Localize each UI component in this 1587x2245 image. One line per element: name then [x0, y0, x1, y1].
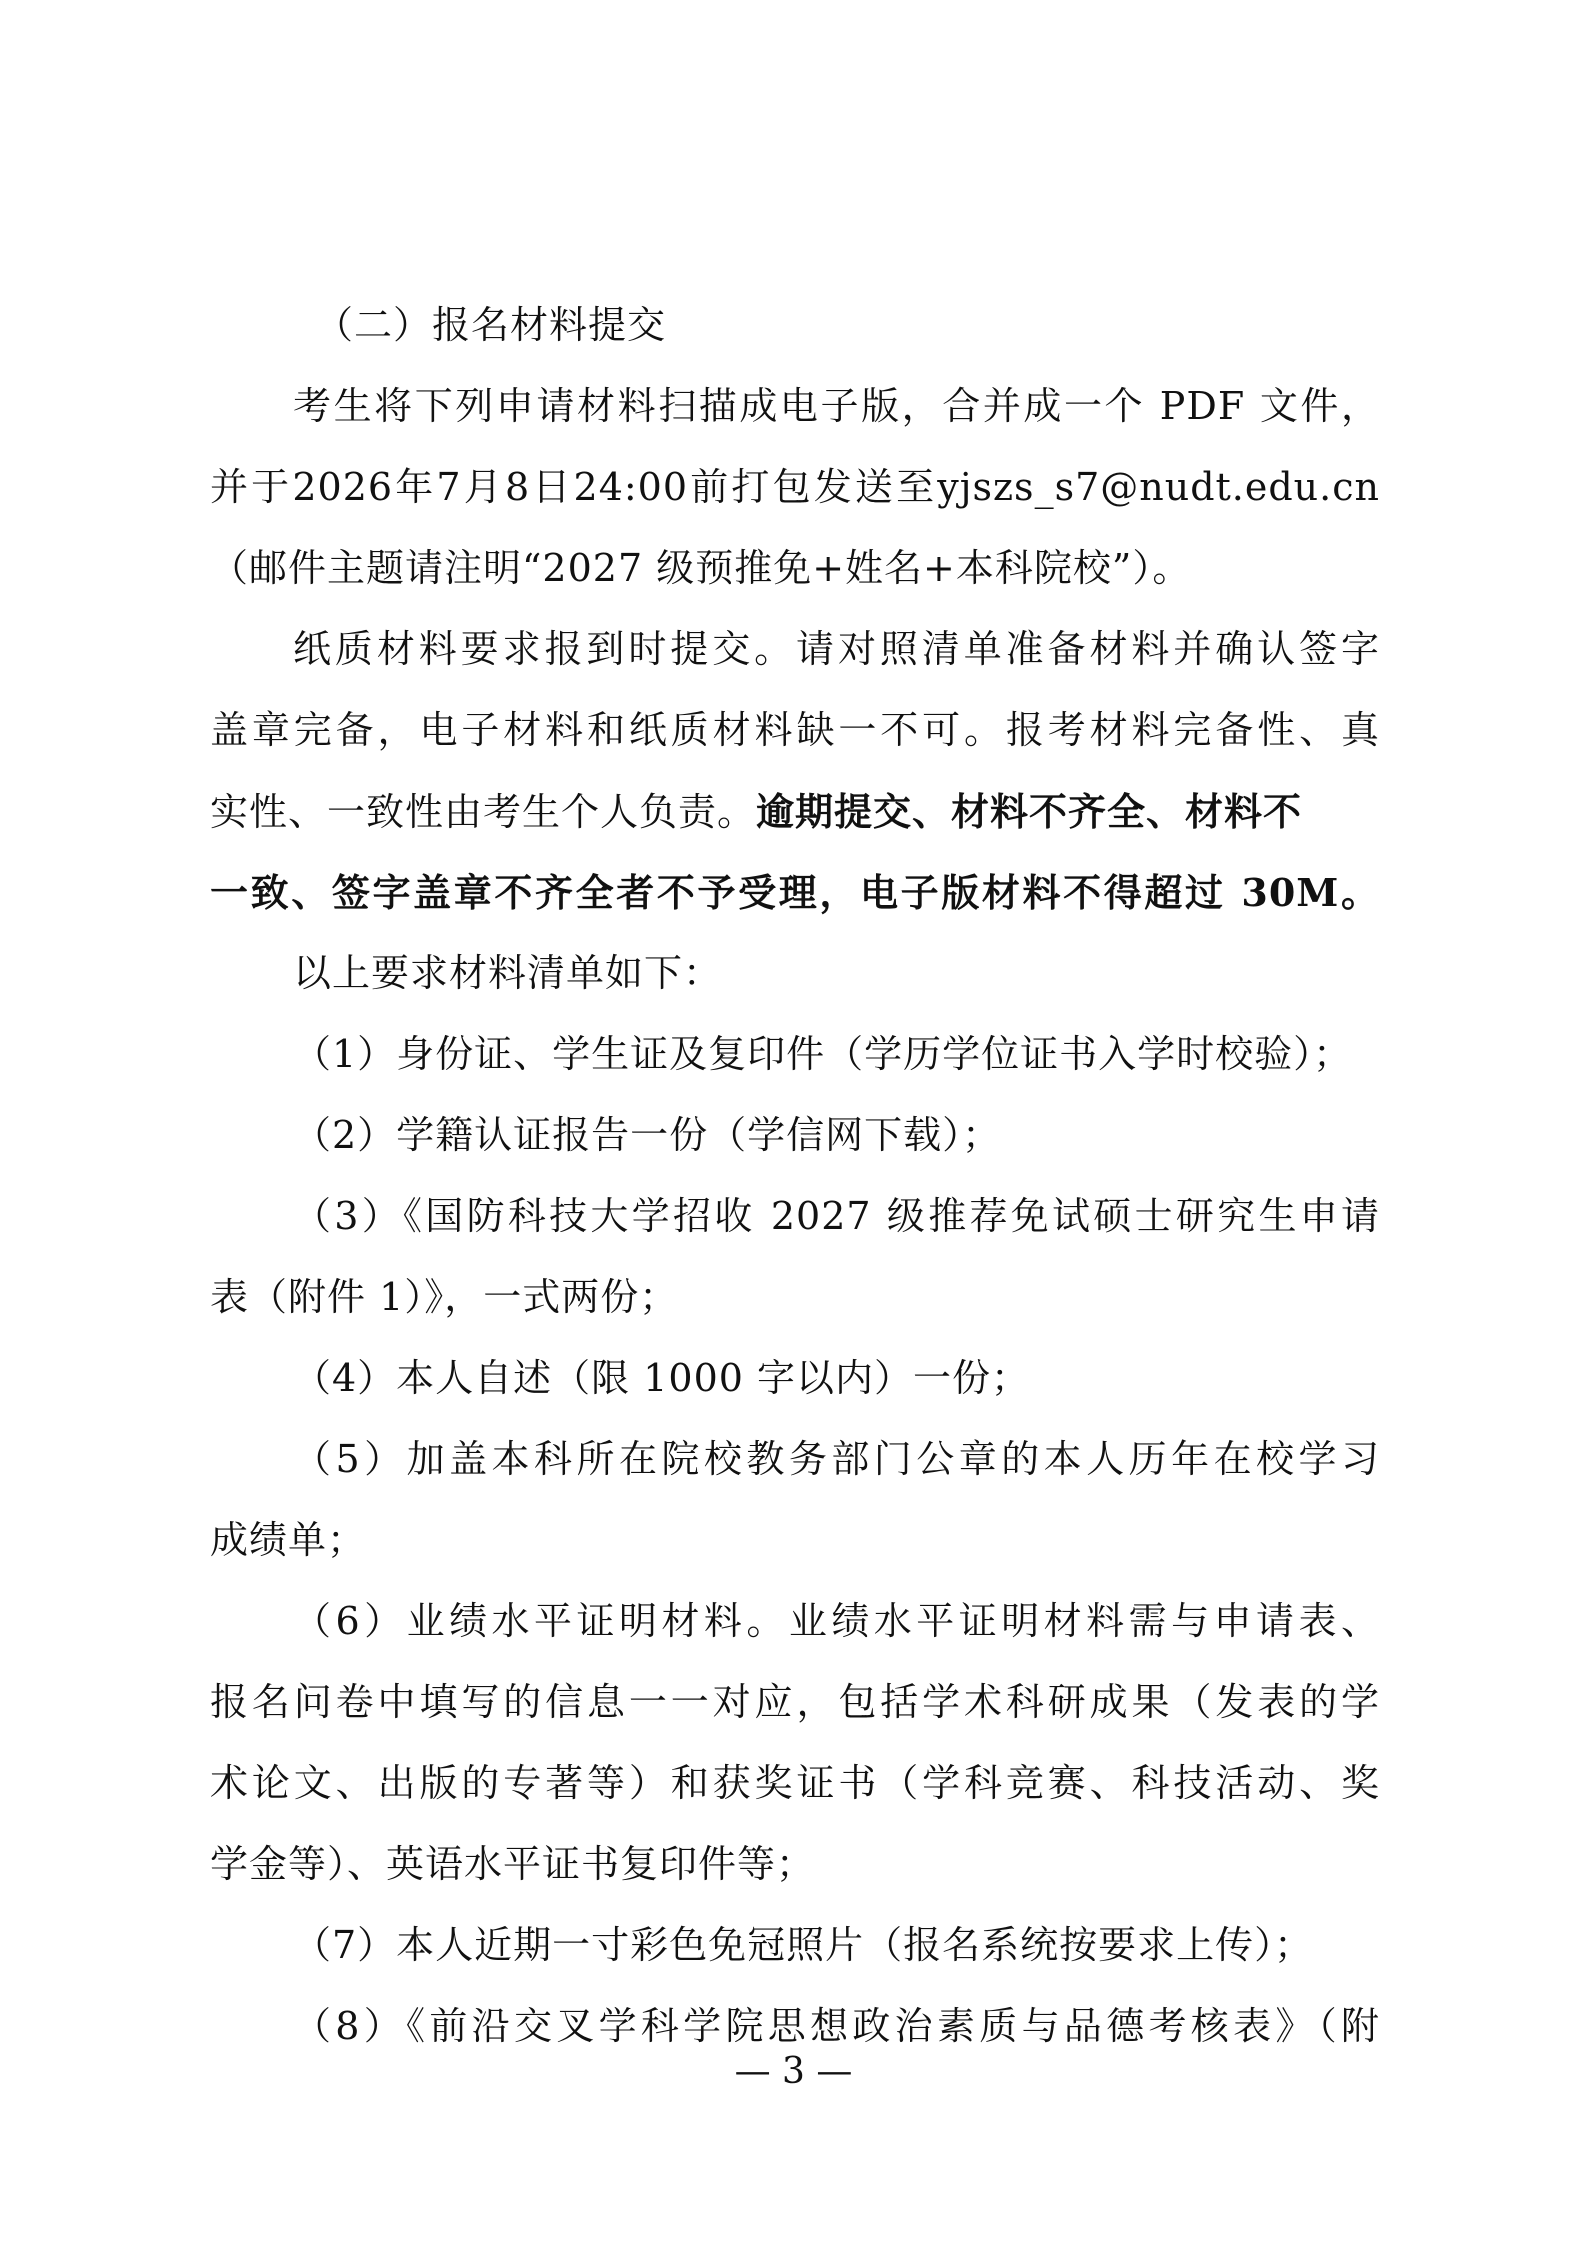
document-body [210, 285, 1380, 2067]
list-item-continuation: 成绩单； [210, 1518, 367, 1562]
paragraph-line: 盖章完备，电子材料和纸质材料缺一不可。报考材料完备性、真 [210, 708, 1380, 752]
section-heading: （二）报名材料提交 [315, 303, 667, 347]
bold-warning-line: 一致、签字盖章不齐全者不予受理，电子版材料不得超过 30M。 [210, 870, 1380, 915]
list-item: （2）学籍认证报告一份（学信网下载）； [293, 1113, 1002, 1157]
paragraph-line: 以上要求材料清单如下： [293, 951, 723, 995]
list-item: （6）业绩水平证明材料。业绩水平证明材料需与申请表、 [293, 1599, 1380, 1643]
list-item: （8）《前沿交叉学科学院思想政治素质与品德考核表》（附 [293, 2004, 1380, 2048]
list-item-continuation: 术论文、出版的专著等）和获奖证书（学科竞赛、科技活动、奖 [210, 1761, 1380, 1805]
list-item: （7）本人近期一寸彩色免冠照片（报名系统按要求上传）； [293, 1923, 1314, 1967]
paragraph-line: 并于2026年7月8日24:00前打包发送至yjszs_s7@nudt.edu.cn [210, 465, 1380, 509]
list-item-continuation: 学金等）、英语水平证书复印件等； [210, 1842, 816, 1886]
paragraph-text: 实性、一致性由考生个人负责。 [210, 790, 757, 834]
paragraph-line: 考生将下列申请材料扫描成电子版，合并成一个 PDF 文件， [293, 384, 1380, 428]
list-item: （5）加盖本科所在院校教务部门公章的本人历年在校学习 [293, 1437, 1380, 1481]
list-item-continuation: 报名问卷中填写的信息一一对应，包括学术科研成果（发表的学 [210, 1680, 1380, 1724]
paragraph-line: 纸质材料要求报到时提交。请对照清单准备材料并确认签字 [293, 627, 1380, 671]
list-item-continuation: 表（附件 1）》，一式两份； [210, 1275, 679, 1319]
list-item: （3）《国防科技大学招收 2027 级推荐免试硕士研究生申请 [293, 1194, 1380, 1238]
paragraph-line [210, 771, 1380, 852]
paragraph-line: （邮件主题请注明“2027 级预推免+姓名+本科院校”）。 [210, 546, 1192, 590]
list-item: （1）身份证、学生证及复印件（学历学位证书入学时校验）； [293, 1032, 1353, 1076]
list-item: （4）本人自述（限 1000 字以内）一份； [293, 1356, 1031, 1400]
bold-warning-text: 逾期提交、材料不齐全、材料不 [756, 789, 1303, 834]
page-number: — 3 — [734, 2051, 853, 2092]
